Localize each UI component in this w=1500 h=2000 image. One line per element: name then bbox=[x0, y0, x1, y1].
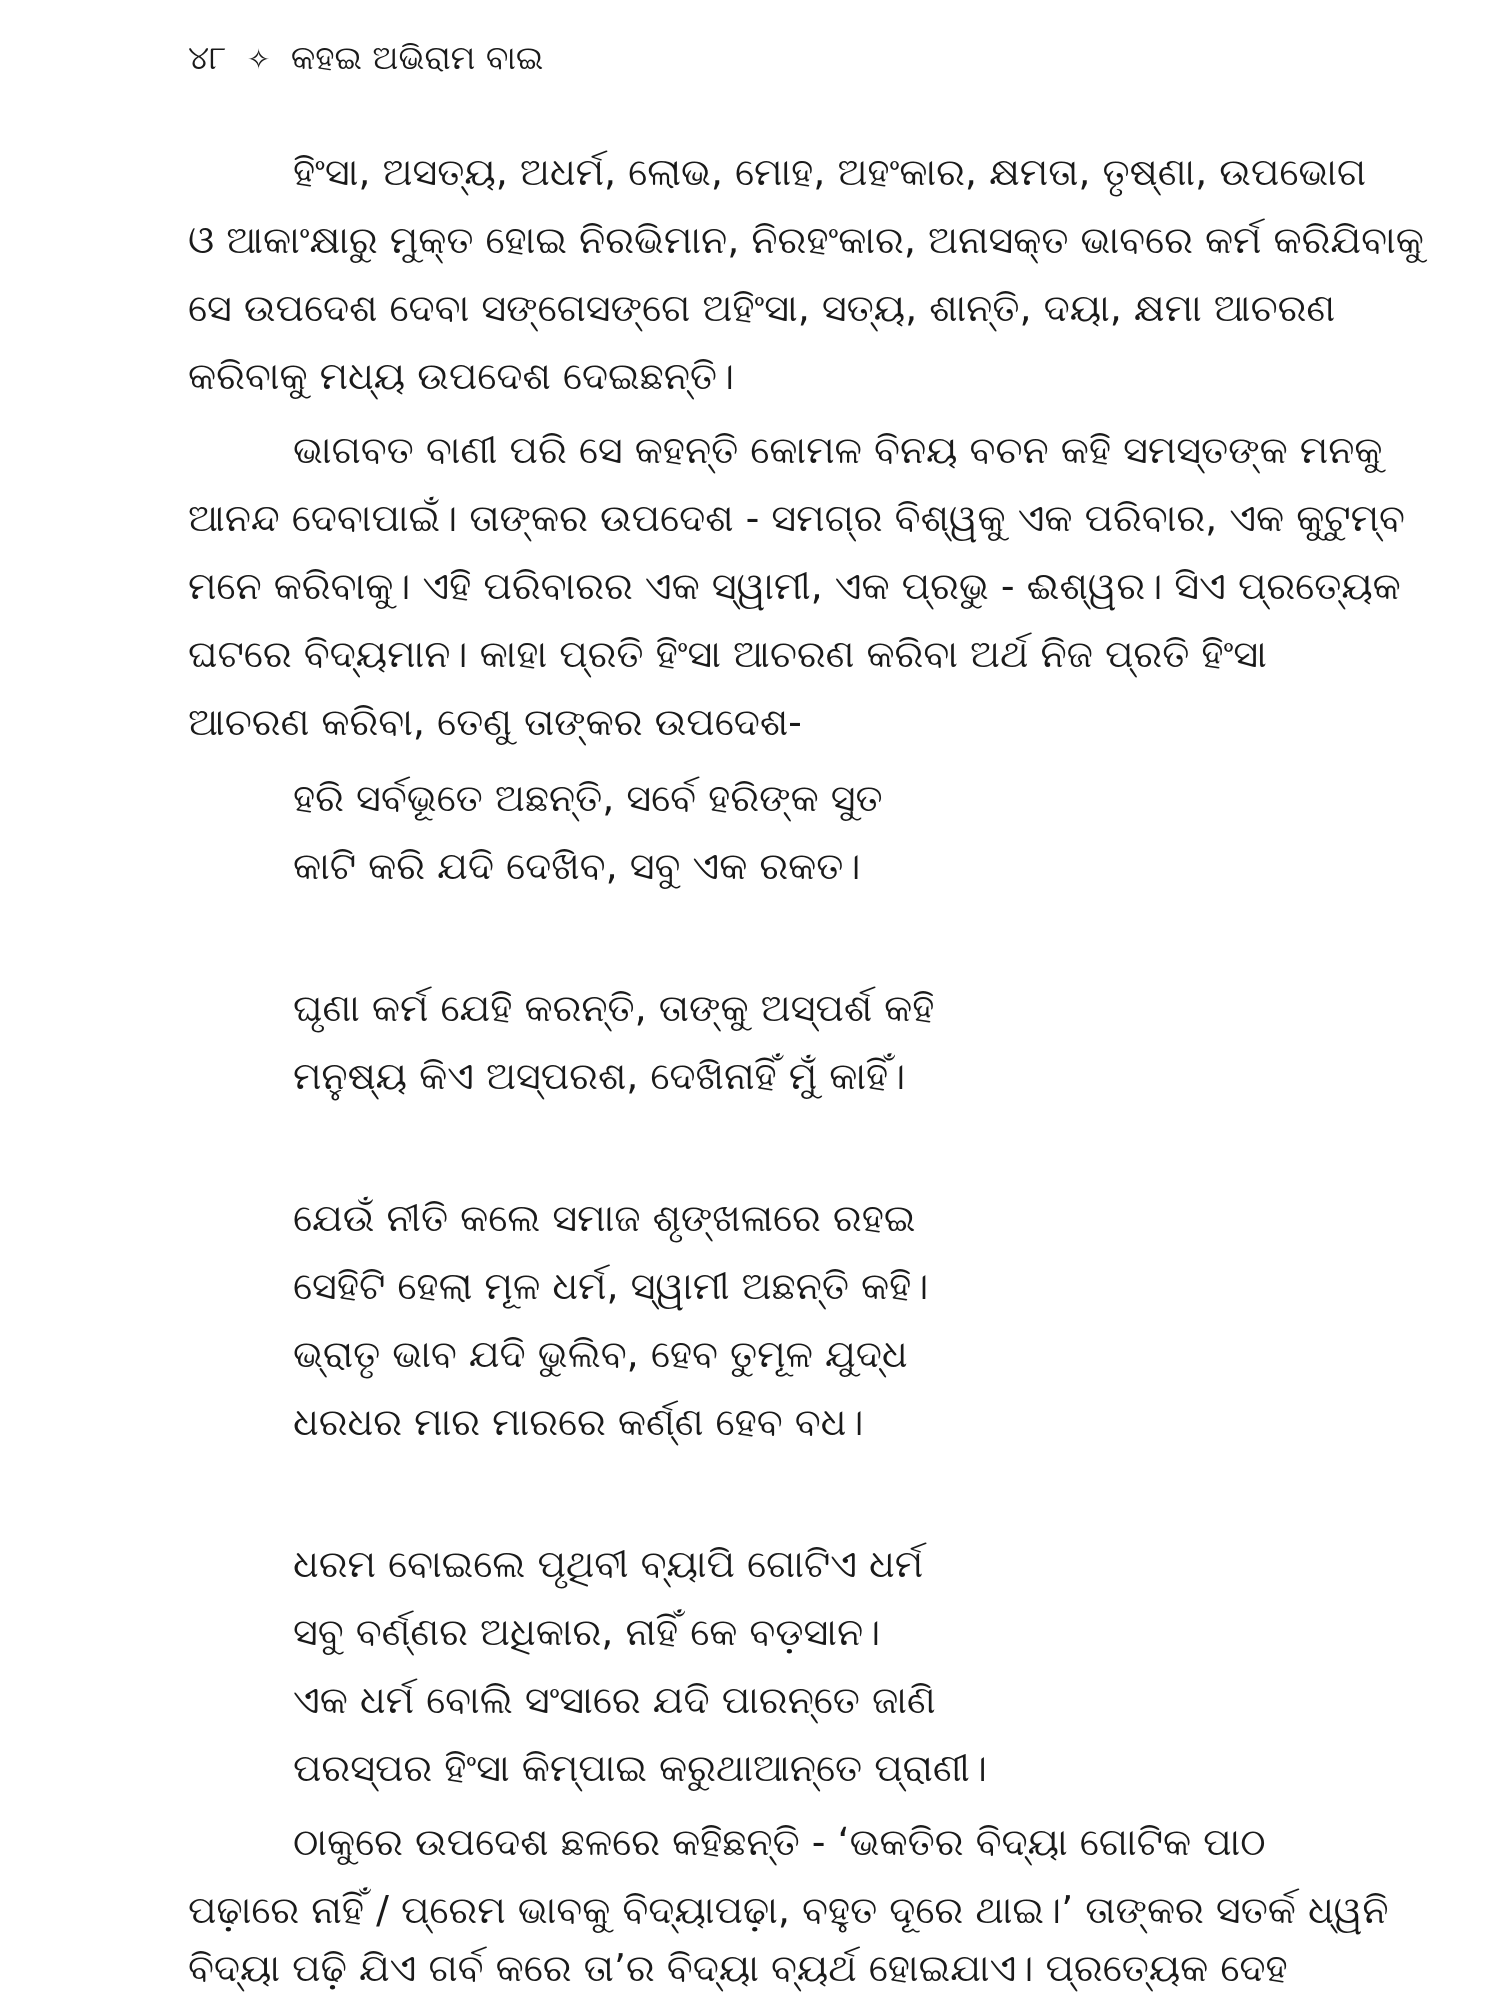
running-header bbox=[188, 36, 543, 82]
paragraph-2-line-4: ଘଟରେ ବିଦ୍ୟମାନ। କାହା ପ୍ରତି ହିଂସା ଆଚରଣ କରିବା ଅର୍ଥ ନିଜ ପ୍ରତି ହିଂସା bbox=[188, 632, 1267, 676]
verse-4-line-3: ଏକ ଧର୍ମ ବୋଲି ସଂସାରେ ଯଦି ପାରନ୍ତେ ଜାଣି bbox=[293, 1678, 936, 1722]
paragraph-2-line-3: ମନେ କରିବାକୁ। ଏହି ପରିବାରର ଏକ ସ୍ୱାମୀ, ଏକ ପ୍ରଭୁ - ଈଶ୍ୱର। ସିଏ ପ୍ରତ୍ୟେକ bbox=[188, 564, 1401, 608]
verse-3-line-4: ଧରଧର ମାର ମାରରେ କର୍ଣ୍ଣ ହେବ ବଧ। bbox=[293, 1400, 864, 1444]
ornament-icon: ✧ bbox=[246, 43, 271, 76]
paragraph-2-line-2: ଆନନ୍ଦ ଦେବାପାଇଁ। ତାଙ୍କର ଉପଦେଶ - ସମଗ୍ର ବିଶ୍ୱକୁ ଏକ ପରିବାର, ଏକ କୁଟୁମ୍ବ bbox=[188, 496, 1405, 540]
verse-2-line-1: ଘୃଣା କର୍ମ ଯେହି କରନ୍ତି, ତାଙ୍କୁ ଅସ୍ପର୍ଶ କହି bbox=[293, 986, 935, 1030]
paragraph-3-line-3: ବିଦ୍ୟା ପଢ଼ି ଯିଏ ଗର୍ବ କରେ ତା’ର ବିଦ୍ୟା ବ୍ୟର୍ଥ ହୋଇଯାଏ। ପ୍ରତ୍ୟେକ ଦେହ bbox=[188, 1946, 1288, 1990]
paragraph-3-line-1: ଠାକୁରେ ଉପଦେଶ ଛଳରେ କହିଛନ୍ତି - ‘ଭକତିର ବିଦ୍ୟା ଗୋଟିକ ପାଠ bbox=[293, 1820, 1266, 1864]
paragraph-3-line-2: ପଢ଼ାରେ ନାହିଁ / ପ୍ରେମ ଭାବକୁ ବିଦ୍ୟାପଢ଼ା, ବହୁତ ଦୂରେ ଥାଇ।’ ତାଙ୍କର ସତର୍କ ଧ୍ୱନି bbox=[188, 1888, 1389, 1932]
paragraph-2-line-1: ଭାଗବତ ବାଣୀ ପରି ସେ କହନ୍ତି କୋମଳ ବିନୟ ବଚନ କହି ସମସ୍ତଙ୍କ ମନକୁ bbox=[293, 428, 1383, 472]
verse-4-line-4: ପରସ୍ପର ହିଂସା କିମ୍ପାଇ କରୁଥାଆନ୍ତେ ପ୍ରାଣୀ। bbox=[293, 1746, 987, 1790]
verse-3-line-1: ଯେଉଁ ନୀତି କଲେ ସମାଜ ଶୃଙ୍ଖଳାରେ ରହଇ bbox=[293, 1196, 916, 1240]
verse-1-line-1: ହରି ସର୍ବଭୂତେ ଅଛନ୍ତି, ସର୍ବେ ହରିଙ୍କ ସୁତ bbox=[293, 776, 883, 820]
paragraph-1-line-3: ସେ ଉପଦେଶ ଦେବା ସଙ୍ଗେସଙ୍ଗେ ଅହିଂସା, ସତ୍ୟ, ଶାନ୍ତି, ଦୟା, କ୍ଷମା ଆଚରଣ bbox=[188, 286, 1336, 330]
paragraph-1-line-1: ହିଂସା, ଅସତ୍ୟ, ଅଧର୍ମ, ଲୋଭ, ମୋହ, ଅହଂକାର, କ୍ଷମତା, ତୃଷ୍ଣା, ଉପଭୋଗ bbox=[293, 150, 1367, 194]
paragraph-1-line-2: ଓ ଆକାଂକ୍ଷାରୁ ମୁକ୍ତ ହୋଇ ନିରଭିମାନ, ନିରହଂକାର, ଅନାସକ୍ତ ଭାବରେ କର୍ମ କରିଯିବାକୁ bbox=[188, 218, 1424, 262]
running-title: କହଇ ଅଭିରାମ ବାଇ bbox=[290, 38, 544, 77]
verse-3-line-3: ଭ୍ରାତୃ ଭାବ ଯଦି ଭୁଲିବ, ହେବ ତୁମୂଳ ଯୁଦ୍ଧ bbox=[293, 1332, 908, 1376]
verse-2-line-2: ମନୁଷ୍ୟ କିଏ ଅସ୍ପରଶ, ଦେଖିନାହିଁ ମୁଁ କାହିଁ। bbox=[293, 1054, 906, 1098]
paragraph-2-line-5: ଆଚରଣ କରିବା, ତେଣୁ ତାଙ୍କର ଉପଦେଶ- bbox=[188, 700, 802, 744]
verse-3-line-2: ସେହିଟି ହେଲା ମୂଳ ଧର୍ମ, ସ୍ୱାମୀ ଅଛନ୍ତି କହି। bbox=[293, 1264, 929, 1308]
verse-4-line-1: ଧରମ ବୋଇଲେ ପୃଥିବୀ ବ୍ୟାପି ଗୋଟିଏ ଧର୍ମ bbox=[293, 1542, 924, 1586]
paragraph-1-line-4: କରିବାକୁ ମଧ୍ୟ ଉପଦେଶ ଦେଇଛନ୍ତି। bbox=[188, 354, 735, 398]
verse-1-line-2: କାଟି କରି ଯଦି ଦେଖିବ, ସବୁ ଏକ ରକତ। bbox=[293, 844, 861, 888]
verse-4-line-2: ସବୁ ବର୍ଣ୍ଣର ଅଧିକାର, ନାହିଁ କେ ବଡ଼ସାନ। bbox=[293, 1610, 881, 1654]
page-number: ୪୮ bbox=[188, 38, 227, 77]
